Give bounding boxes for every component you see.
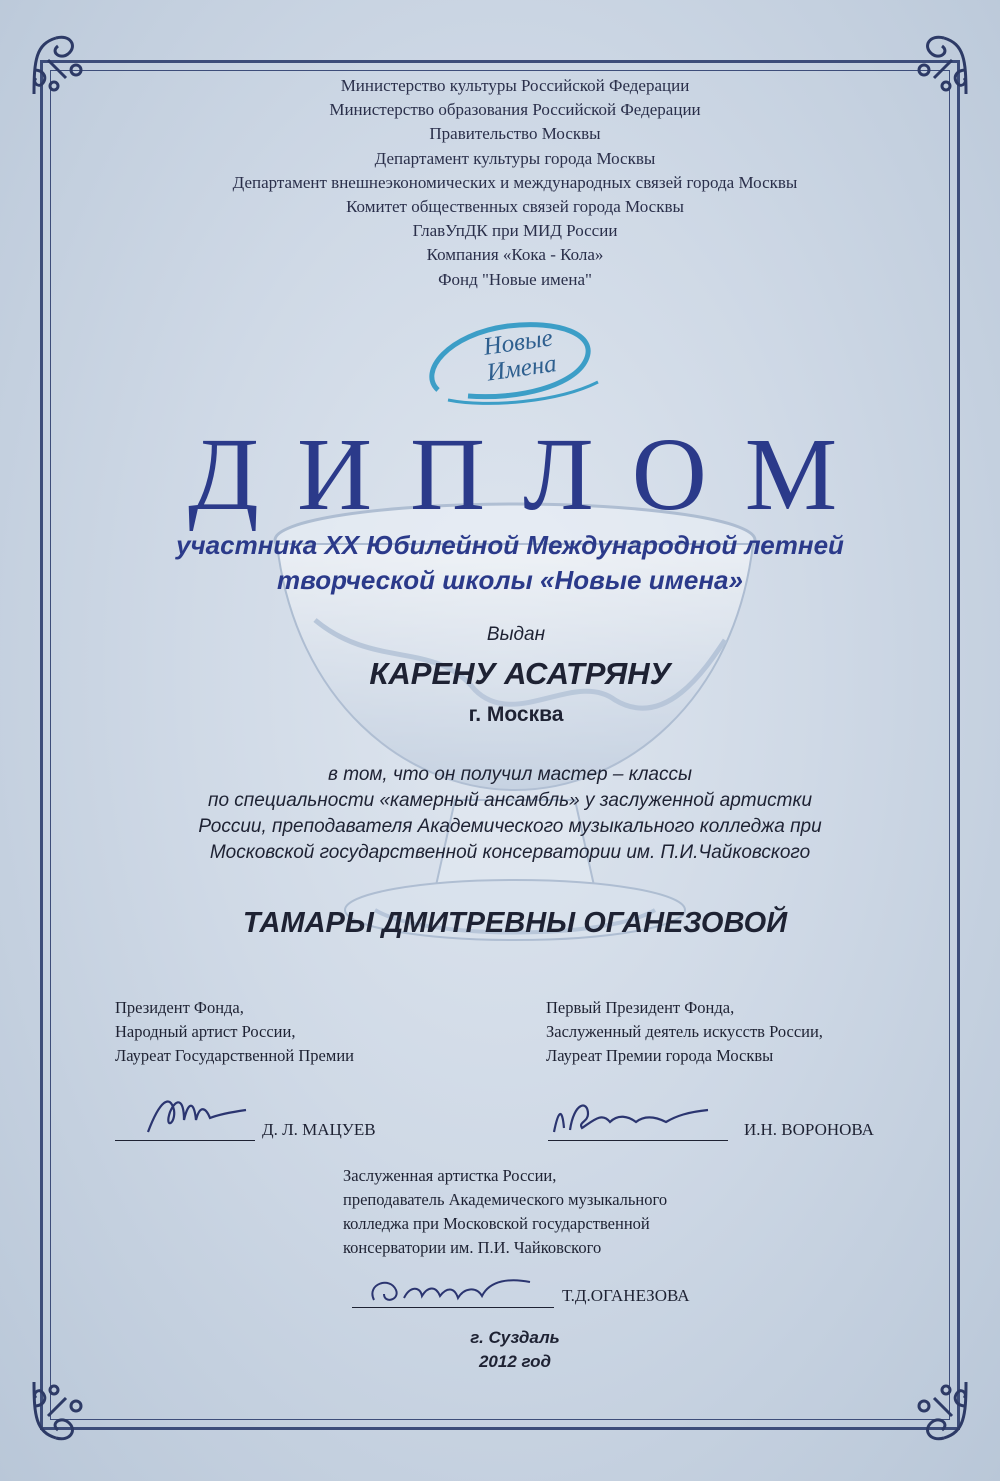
signatory-left-titles (115, 996, 354, 1068)
body-line: Московской государственной консерватории им. П.И.Чайковского (209, 842, 811, 863)
signatory-title-line: Заслуженная артистка России, (343, 1166, 557, 1185)
organization-line: Министерство образования Российской Федерации (329, 100, 701, 120)
subtitle-line: участника XX Юбилейной Международной летней (176, 530, 844, 560)
organization-line: Правительство Москвы (429, 124, 601, 144)
logo-line-2: Имена (485, 350, 559, 387)
body-line: в том, что он получил мастер – классы (328, 764, 692, 785)
organization-line: Фонд "Новые имена" (438, 269, 592, 289)
signatory-right-titles (546, 996, 823, 1068)
organization-line: Министерство культуры Российской Федерации (340, 76, 690, 95)
signatory-title-line: Заслуженный деятель искусств России, (546, 1022, 823, 1041)
diploma-subtitle (80, 528, 940, 598)
diploma-body (80, 762, 940, 866)
signature-center-icon (360, 1270, 540, 1310)
issue-place: г. Суздаль (470, 1328, 560, 1347)
organization-line: Департамент внешнеэкономических и международных связей города Москвы (232, 172, 798, 192)
signatory-right-name: И.Н. ВОРОНОВА (744, 1120, 874, 1139)
recipient-name: КАРЕНУ АСАТРЯНУ (369, 656, 671, 691)
body-line: России, преподавателя Академического музыкального колледжа при (198, 816, 822, 837)
signatory-title-line: Первый Президент Фонда, (546, 998, 735, 1017)
signatory-left-name: Д. Л. МАЦУЕВ (262, 1120, 376, 1139)
corner-ornament-icon (26, 1374, 98, 1446)
signatory-title-line: Лауреат Премии города Москвы (546, 1046, 774, 1065)
organization-line: Компания «Кока - Кола» (426, 245, 604, 265)
organization-line: Комитет общественных связей города Москвы (346, 197, 684, 217)
teacher-name: ТАМАРЫ ДМИТРЕВНЫ ОГАНЕЗОВОЙ (242, 907, 788, 939)
diploma-title: ДИПЛОМ (188, 417, 876, 532)
body-line: по специальности «камерный ансамбль» у заслуженной артистки (207, 790, 813, 811)
recipient-city: г. Москва (468, 703, 564, 726)
issue-place-date (420, 1326, 610, 1374)
issue-year: 2012 год (478, 1352, 552, 1371)
corner-ornament-icon (26, 30, 98, 102)
organization-line: ГлавУпДК при МИД России (412, 221, 618, 241)
signatory-title-line: преподаватель Академического музыкального (343, 1190, 668, 1209)
signatory-center-name: Т.Д.ОГАНЕЗОВА (562, 1286, 690, 1305)
issued-label: Выдан (486, 624, 546, 645)
subtitle-line: творческой школы «Новые имена» (277, 565, 743, 595)
signatory-title-line: консерватории им. П.И. Чайковского (343, 1238, 602, 1257)
logo-line-1: Новые (481, 324, 555, 361)
signature-line (115, 1140, 255, 1141)
signature-line (548, 1140, 728, 1141)
organizations-list (100, 74, 930, 292)
signatory-title-line: колледжа при Московской государственной (343, 1214, 650, 1233)
organization-line: Департамент культуры города Москвы (374, 148, 656, 168)
signatory-title-line: Президент Фонда, (115, 998, 244, 1017)
signature-line (352, 1307, 554, 1308)
corner-ornament-icon (902, 1374, 974, 1446)
signatory-title-line: Народный артист России, (115, 1022, 296, 1041)
signatory-title-line: Лауреат Государственной Премии (115, 1046, 354, 1065)
signatory-center-titles (343, 1164, 667, 1260)
signature-left-icon (140, 1090, 250, 1140)
signature-right-icon (548, 1092, 728, 1140)
